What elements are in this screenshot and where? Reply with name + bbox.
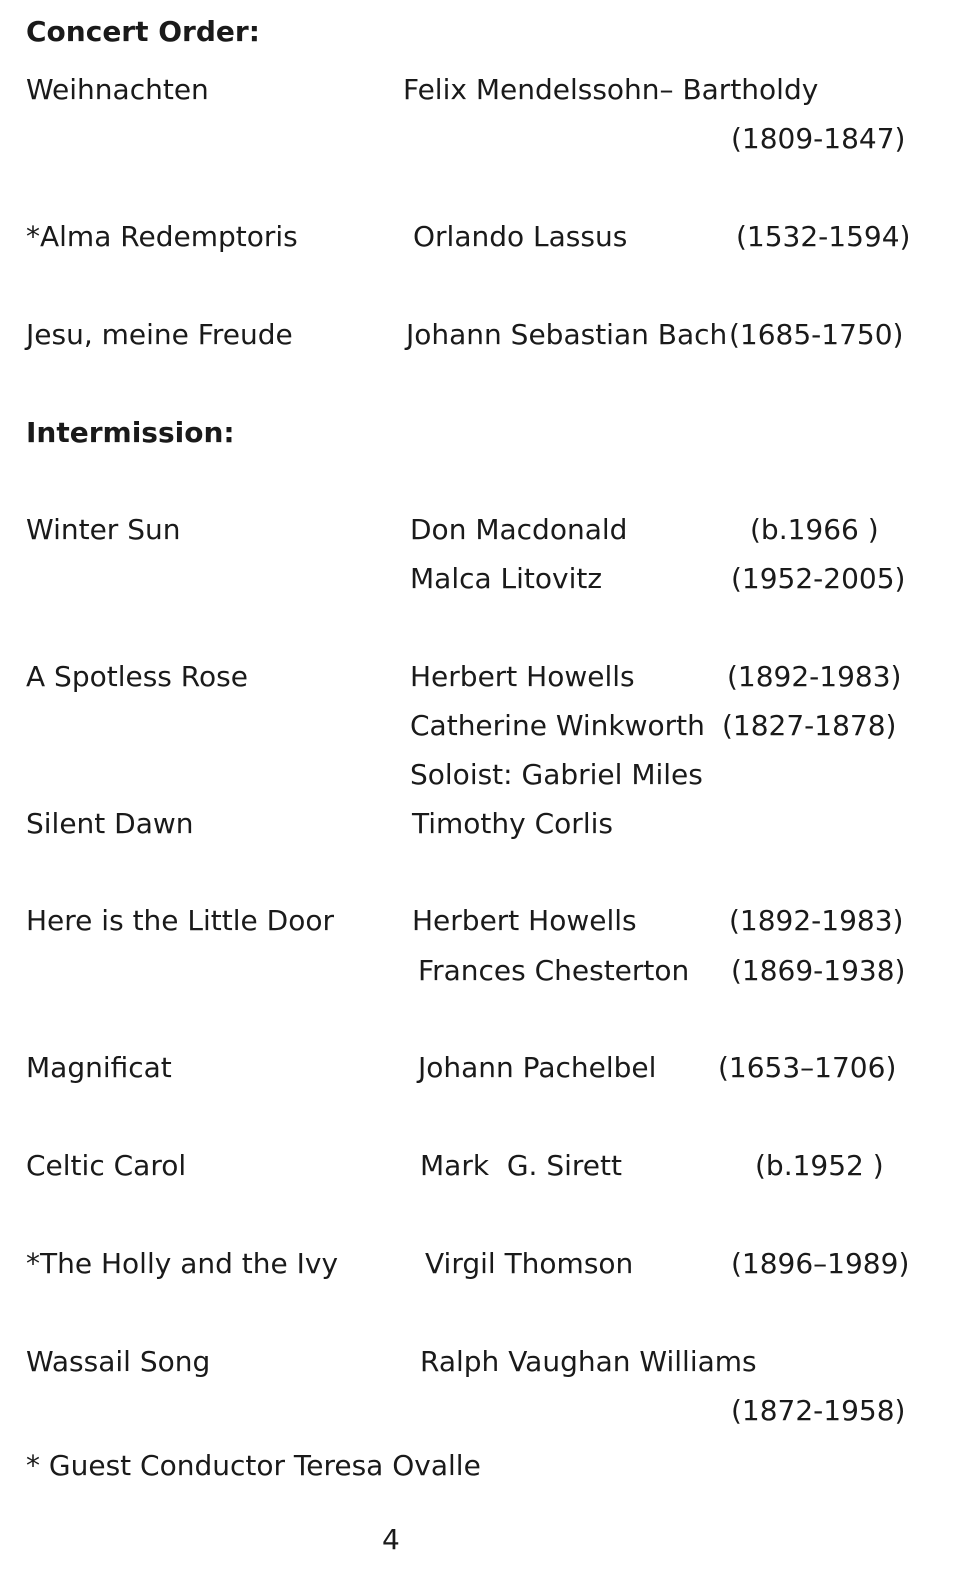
composer-name: Don Macdonald: [410, 513, 628, 546]
piece-title: Jesu, meine Freude: [26, 318, 293, 351]
composer-dates: (b.1966 ): [750, 513, 879, 546]
composer-name: Johann Pachelbel: [418, 1051, 657, 1084]
intermission-heading: Intermission:: [26, 416, 235, 449]
composer-dates: (1896–1989): [731, 1247, 910, 1280]
piece-title: Magnificat: [26, 1051, 172, 1084]
piece-title: *The Holly and the Ivy: [26, 1247, 339, 1280]
piece-title: Here is the Little Door: [26, 904, 334, 937]
composer-dates: (1952-2005): [731, 562, 906, 595]
composer-name: Frances Chesterton: [418, 954, 690, 987]
piece-title: Silent Dawn: [26, 807, 194, 840]
composer-name: Johann Sebastian Bach: [406, 318, 728, 351]
composer-name: Ralph Vaughan Williams: [420, 1345, 757, 1378]
piece-title: Celtic Carol: [26, 1149, 187, 1182]
page-number: 4: [382, 1523, 400, 1556]
composer-dates: (1892-1983): [727, 660, 902, 693]
composer-dates: (1653–1706): [718, 1051, 897, 1084]
composer-dates: (1869-1938): [731, 954, 906, 987]
piece-title: Wassail Song: [26, 1345, 211, 1378]
composer-name: Mark G. Sirett: [420, 1149, 622, 1182]
composer-dates: (1872-1958): [731, 1394, 906, 1427]
composer-name: Felix Mendelssohn– Bartholdy: [403, 73, 819, 106]
composer-dates: (1685-1750): [729, 318, 904, 351]
soloist-name: Soloist: Gabriel Miles: [410, 758, 703, 791]
composer-dates: (1827-1878): [722, 709, 897, 742]
composer-name: Timothy Corlis: [412, 807, 613, 840]
composer-name: Orlando Lassus: [413, 220, 628, 253]
composer-dates: (1892-1983): [729, 904, 904, 937]
composer-name: Virgil Thomson: [425, 1247, 634, 1280]
composer-dates: (1809-1847): [731, 122, 906, 155]
composer-name: Herbert Howells: [412, 904, 637, 937]
piece-title: A Spotless Rose: [26, 660, 248, 693]
piece-title: Weihnachten: [26, 73, 209, 106]
composer-name: Catherine Winkworth: [410, 709, 705, 742]
composer-name: Herbert Howells: [410, 660, 635, 693]
concert-order-heading: Concert Order:: [26, 15, 260, 48]
piece-title: Winter Sun: [26, 513, 181, 546]
composer-dates: (1532-1594): [736, 220, 911, 253]
composer-name: Malca Litovitz: [410, 562, 603, 595]
piece-title: *Alma Redemptoris: [26, 220, 298, 253]
guest-conductor-footnote: * Guest Conductor Teresa Ovalle: [26, 1449, 481, 1482]
composer-dates: (b.1952 ): [755, 1149, 884, 1182]
